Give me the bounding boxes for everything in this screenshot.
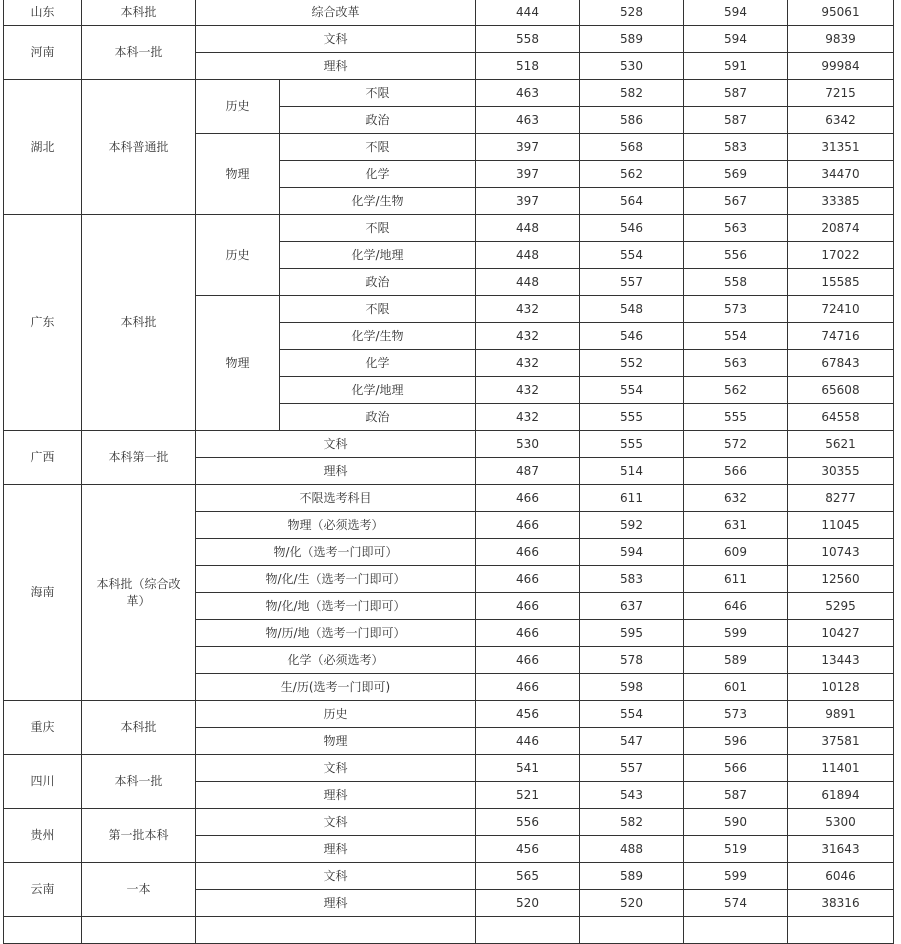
subject-cell: 历史 — [196, 80, 280, 134]
value-cell: 466 — [476, 539, 580, 566]
province-cell — [4, 917, 82, 944]
table-row — [4, 485, 894, 512]
province-cell: 重庆 — [4, 701, 82, 755]
category-cell: 理科 — [196, 53, 476, 80]
value-cell: 530 — [580, 53, 684, 80]
province-cell: 山东 — [4, 0, 82, 26]
value-cell: 521 — [476, 782, 580, 809]
category-cell: 文科 — [196, 863, 476, 890]
value-cell: 432 — [476, 377, 580, 404]
value-cell: 514 — [580, 458, 684, 485]
value-cell: 563 — [684, 350, 788, 377]
value-cell: 432 — [476, 323, 580, 350]
category-cell: 历史 — [196, 701, 476, 728]
value-cell: 574 — [684, 890, 788, 917]
value-cell: 466 — [476, 647, 580, 674]
category-cell: 化学/生物 — [280, 323, 476, 350]
category-cell: 不限 — [280, 215, 476, 242]
category-cell: 不限选考科目 — [196, 485, 476, 512]
value-cell: 466 — [476, 674, 580, 701]
value-cell: 5300 — [788, 809, 894, 836]
category-cell: 化学/地理 — [280, 377, 476, 404]
category-cell: 理科 — [196, 458, 476, 485]
value-cell: 487 — [476, 458, 580, 485]
category-cell: 物/化/生（选考一门即可） — [196, 566, 476, 593]
value-cell: 397 — [476, 134, 580, 161]
value-cell: 587 — [684, 782, 788, 809]
value-cell: 74716 — [788, 323, 894, 350]
value-cell: 8277 — [788, 485, 894, 512]
table-row — [4, 809, 894, 836]
table-row — [4, 215, 894, 242]
value-cell: 543 — [580, 782, 684, 809]
category-cell: 化学（必须选考） — [196, 647, 476, 674]
value-cell — [788, 917, 894, 944]
value-cell: 565 — [476, 863, 580, 890]
category-cell: 综合改革 — [196, 0, 476, 26]
table-row — [4, 431, 894, 458]
value-cell: 594 — [684, 0, 788, 26]
value-cell: 556 — [476, 809, 580, 836]
category-cell: 物理 — [196, 728, 476, 755]
value-cell: 13443 — [788, 647, 894, 674]
category-cell: 理科 — [196, 782, 476, 809]
value-cell: 456 — [476, 836, 580, 863]
category-cell: 物/化（选考一门即可） — [196, 539, 476, 566]
value-cell: 558 — [684, 269, 788, 296]
value-cell: 6342 — [788, 107, 894, 134]
province-cell: 广西 — [4, 431, 82, 485]
value-cell: 446 — [476, 728, 580, 755]
value-cell: 611 — [684, 566, 788, 593]
batch-cell: 本科一批 — [82, 26, 196, 80]
batch-cell: 本科第一批 — [82, 431, 196, 485]
value-cell: 432 — [476, 350, 580, 377]
category-cell: 生/历(选考一门即可) — [196, 674, 476, 701]
province-cell: 云南 — [4, 863, 82, 917]
category-cell: 不限 — [280, 296, 476, 323]
value-cell: 34470 — [788, 161, 894, 188]
value-cell: 541 — [476, 755, 580, 782]
value-cell: 546 — [580, 323, 684, 350]
value-cell: 587 — [684, 80, 788, 107]
category-cell: 政治 — [280, 107, 476, 134]
value-cell: 556 — [684, 242, 788, 269]
value-cell: 488 — [580, 836, 684, 863]
value-cell: 95061 — [788, 0, 894, 26]
value-cell: 566 — [684, 755, 788, 782]
value-cell: 594 — [684, 26, 788, 53]
value-cell: 72410 — [788, 296, 894, 323]
value-cell: 6046 — [788, 863, 894, 890]
value-cell: 554 — [684, 323, 788, 350]
value-cell: 589 — [580, 26, 684, 53]
value-cell: 583 — [580, 566, 684, 593]
value-cell: 554 — [580, 701, 684, 728]
category-cell: 文科 — [196, 755, 476, 782]
value-cell — [684, 917, 788, 944]
value-cell: 397 — [476, 161, 580, 188]
category-cell: 理科 — [196, 836, 476, 863]
value-cell: 595 — [580, 620, 684, 647]
value-cell: 573 — [684, 296, 788, 323]
value-cell: 444 — [476, 0, 580, 26]
province-cell: 四川 — [4, 755, 82, 809]
batch-cell: 一本 — [82, 863, 196, 917]
batch-cell: 本科批（综合改革） — [82, 485, 196, 701]
value-cell: 448 — [476, 215, 580, 242]
value-cell: 456 — [476, 701, 580, 728]
value-cell: 591 — [684, 53, 788, 80]
value-cell: 397 — [476, 188, 580, 215]
value-cell: 592 — [580, 512, 684, 539]
value-cell: 520 — [580, 890, 684, 917]
value-cell: 554 — [580, 242, 684, 269]
category-cell — [196, 917, 476, 944]
value-cell: 466 — [476, 620, 580, 647]
batch-cell: 本科批 — [82, 701, 196, 755]
category-cell: 化学 — [280, 350, 476, 377]
value-cell: 466 — [476, 593, 580, 620]
value-cell: 557 — [580, 269, 684, 296]
value-cell: 631 — [684, 512, 788, 539]
value-cell: 99984 — [788, 53, 894, 80]
province-cell: 河南 — [4, 26, 82, 80]
value-cell: 589 — [684, 647, 788, 674]
value-cell: 520 — [476, 890, 580, 917]
value-cell: 611 — [580, 485, 684, 512]
value-cell: 609 — [684, 539, 788, 566]
value-cell: 5621 — [788, 431, 894, 458]
category-cell: 物/历/地（选考一门即可） — [196, 620, 476, 647]
value-cell: 463 — [476, 107, 580, 134]
category-cell: 政治 — [280, 404, 476, 431]
category-cell: 化学/生物 — [280, 188, 476, 215]
value-cell: 562 — [684, 377, 788, 404]
value-cell: 578 — [580, 647, 684, 674]
value-cell: 463 — [476, 80, 580, 107]
value-cell: 30355 — [788, 458, 894, 485]
value-cell: 601 — [684, 674, 788, 701]
batch-cell — [82, 917, 196, 944]
value-cell: 646 — [684, 593, 788, 620]
value-cell: 573 — [684, 701, 788, 728]
value-cell: 10743 — [788, 539, 894, 566]
value-cell: 562 — [580, 161, 684, 188]
value-cell: 632 — [684, 485, 788, 512]
value-cell: 599 — [684, 620, 788, 647]
value-cell: 11401 — [788, 755, 894, 782]
category-cell: 物/化/地（选考一门即可） — [196, 593, 476, 620]
value-cell: 586 — [580, 107, 684, 134]
value-cell: 519 — [684, 836, 788, 863]
category-cell: 文科 — [196, 431, 476, 458]
value-cell: 557 — [580, 755, 684, 782]
value-cell: 38316 — [788, 890, 894, 917]
value-cell: 596 — [684, 728, 788, 755]
value-cell: 564 — [580, 188, 684, 215]
category-cell: 物理（必须选考） — [196, 512, 476, 539]
batch-cell: 本科普通批 — [82, 80, 196, 215]
value-cell: 466 — [476, 485, 580, 512]
value-cell: 33385 — [788, 188, 894, 215]
value-cell: 10427 — [788, 620, 894, 647]
batch-cell: 本科一批 — [82, 755, 196, 809]
subject-cell: 物理 — [196, 296, 280, 431]
province-cell: 广东 — [4, 215, 82, 431]
category-cell: 文科 — [196, 26, 476, 53]
value-cell: 558 — [476, 26, 580, 53]
value-cell: 552 — [580, 350, 684, 377]
value-cell: 582 — [580, 809, 684, 836]
value-cell: 5295 — [788, 593, 894, 620]
value-cell: 448 — [476, 269, 580, 296]
value-cell: 637 — [580, 593, 684, 620]
category-cell: 化学 — [280, 161, 476, 188]
category-cell: 化学/地理 — [280, 242, 476, 269]
value-cell: 555 — [580, 431, 684, 458]
table-row — [4, 0, 894, 26]
value-cell: 31351 — [788, 134, 894, 161]
batch-cell: 本科批 — [82, 215, 196, 431]
category-cell: 不限 — [280, 134, 476, 161]
value-cell: 555 — [684, 404, 788, 431]
value-cell: 582 — [580, 80, 684, 107]
value-cell: 64558 — [788, 404, 894, 431]
value-cell: 61894 — [788, 782, 894, 809]
table-row — [4, 701, 894, 728]
table-row — [4, 80, 894, 107]
value-cell: 598 — [580, 674, 684, 701]
category-cell: 理科 — [196, 890, 476, 917]
value-cell: 31643 — [788, 836, 894, 863]
value-cell — [580, 917, 684, 944]
value-cell: 17022 — [788, 242, 894, 269]
subject-cell: 物理 — [196, 134, 280, 215]
category-cell: 不限 — [280, 80, 476, 107]
value-cell — [476, 917, 580, 944]
value-cell: 12560 — [788, 566, 894, 593]
table-row — [4, 917, 894, 944]
category-cell: 政治 — [280, 269, 476, 296]
province-cell: 海南 — [4, 485, 82, 701]
value-cell: 466 — [476, 566, 580, 593]
value-cell: 583 — [684, 134, 788, 161]
value-cell: 590 — [684, 809, 788, 836]
value-cell: 569 — [684, 161, 788, 188]
value-cell: 566 — [684, 458, 788, 485]
value-cell: 518 — [476, 53, 580, 80]
value-cell: 546 — [580, 215, 684, 242]
table-row — [4, 755, 894, 782]
value-cell: 65608 — [788, 377, 894, 404]
value-cell: 548 — [580, 296, 684, 323]
subject-cell: 历史 — [196, 215, 280, 296]
value-cell: 587 — [684, 107, 788, 134]
value-cell: 11045 — [788, 512, 894, 539]
value-cell: 466 — [476, 512, 580, 539]
value-cell: 448 — [476, 242, 580, 269]
value-cell: 530 — [476, 431, 580, 458]
value-cell: 432 — [476, 404, 580, 431]
value-cell: 567 — [684, 188, 788, 215]
table-row — [4, 863, 894, 890]
batch-cell: 本科批 — [82, 0, 196, 26]
table-row — [4, 26, 894, 53]
value-cell: 15585 — [788, 269, 894, 296]
province-cell: 贵州 — [4, 809, 82, 863]
value-cell: 7215 — [788, 80, 894, 107]
value-cell: 599 — [684, 863, 788, 890]
value-cell: 9839 — [788, 26, 894, 53]
value-cell: 20874 — [788, 215, 894, 242]
value-cell: 9891 — [788, 701, 894, 728]
value-cell: 547 — [580, 728, 684, 755]
value-cell: 10128 — [788, 674, 894, 701]
value-cell: 572 — [684, 431, 788, 458]
value-cell: 563 — [684, 215, 788, 242]
province-cell: 湖北 — [4, 80, 82, 215]
value-cell: 432 — [476, 296, 580, 323]
value-cell: 594 — [580, 539, 684, 566]
value-cell: 554 — [580, 377, 684, 404]
value-cell: 589 — [580, 863, 684, 890]
score-table — [3, 0, 894, 944]
value-cell: 67843 — [788, 350, 894, 377]
category-cell: 文科 — [196, 809, 476, 836]
value-cell: 37581 — [788, 728, 894, 755]
batch-cell: 第一批本科 — [82, 809, 196, 863]
value-cell: 555 — [580, 404, 684, 431]
value-cell: 528 — [580, 0, 684, 26]
value-cell: 568 — [580, 134, 684, 161]
